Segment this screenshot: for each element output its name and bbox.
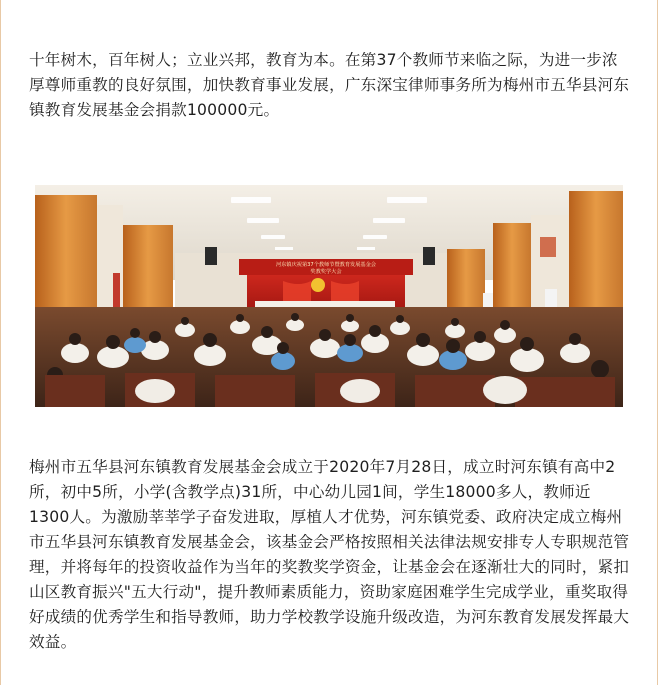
foundation-paragraph: 梅州市五华县河东镇教育发展基金会成立于2020年7月28日，成立时河东镇有高中2所，初中5所，小学(含教学点)31所，中心幼儿园1间，学生18000多人，教师近 1300人。为激励莘莘学子奋发进取，厚植人才优势，河东镇党委、政府决定成立梅州市五华县河东镇教育发展基金会，该基金会严格按照相关法律法规安排专人专职规范管理，并将每年的投资收益作为当年的奖教奖学资金，让基金会在逐渐壮大的同时，紧扣山区教育振兴"五大行动"，提升教师素质能力，资助家庭困难学生完成学业，重奖取得好成绩的优秀学生和指导教师，助力学校教学设施升级改造，为河东教育发展发挥最大效益。 [29, 458, 630, 651]
banner-line-2: 奖教奖学大会 [310, 269, 342, 275]
banner-line-1: 河东镇庆祝第37个教师节暨教育发展基金会 [276, 262, 376, 268]
intro-paragraph: 十年树木，百年树人；立业兴邦，教育为本。在第37个教师节来临之际，为进一步浓厚尊师重教的良好氛围，加快教育事业发展，广东深宝律师事务所为梅州市五华县河东镇教育发展基金会捐款100000元。 [29, 51, 630, 119]
meeting-photo [35, 185, 623, 407]
